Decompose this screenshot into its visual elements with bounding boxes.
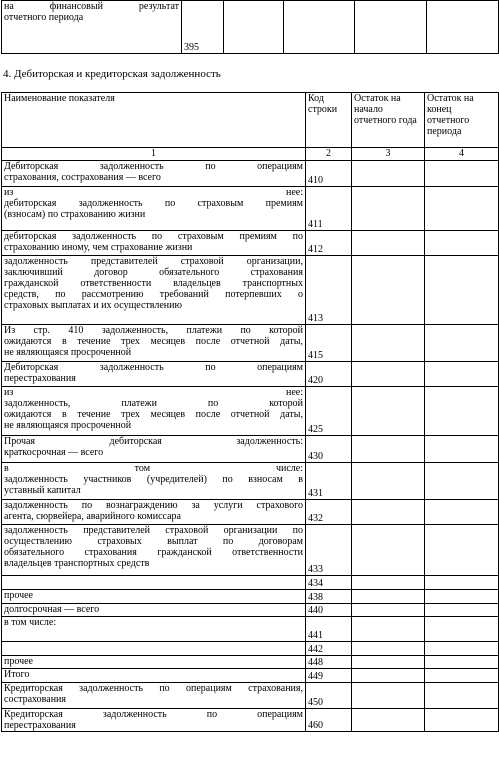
table-row xyxy=(2,642,499,656)
balance-end-cell xyxy=(425,642,499,656)
header-indicator-name: Наименование показателя xyxy=(2,93,306,148)
balance-end-cell xyxy=(425,709,499,732)
line-code-cell: 442 xyxy=(306,642,352,656)
indicator-name-line: краткосрочная — всего xyxy=(4,447,104,458)
indicator-name-line: Кредиторская задолженность по операциям xyxy=(4,709,303,720)
indicator-name-line: в том числе: xyxy=(4,463,303,474)
indicator-name-cell xyxy=(2,656,306,669)
line-code-cell: 410 xyxy=(306,161,352,187)
table-cell xyxy=(224,1,284,54)
balance-start-cell xyxy=(352,709,425,732)
line-code-cell: 441 xyxy=(306,617,352,642)
indicator-name-line: Дебиторская задолженность по операциям xyxy=(4,362,303,373)
indicator-name-cell xyxy=(2,187,306,231)
indicator-name-line: агента, сюрвейера, аварийного комиссара xyxy=(4,511,181,522)
line-code-cell: 432 xyxy=(306,500,352,525)
indicator-name-line: ожидаются в течение трех месяцев после отчетной даты, xyxy=(4,336,303,347)
balance-end-cell xyxy=(425,683,499,709)
balance-start-cell xyxy=(352,617,425,642)
indicator-name-line: средств, по рассмотрению требований потерпевших о xyxy=(4,289,303,300)
indicator-name-line: страхования, сострахования — всего xyxy=(4,172,161,183)
indicator-name-line: задолженность представителей страховой организации, xyxy=(4,256,303,267)
header-row xyxy=(2,93,499,148)
table-row xyxy=(2,656,499,669)
balance-start-cell xyxy=(352,463,425,500)
line-code-cell: 438 xyxy=(306,590,352,604)
balance-end-cell xyxy=(425,463,499,500)
table-row xyxy=(2,463,499,500)
table-row xyxy=(2,187,499,231)
balance-end-cell xyxy=(425,362,499,387)
indicator-name-cell xyxy=(2,642,306,656)
line-code-cell: 434 xyxy=(306,576,352,590)
table-row xyxy=(2,436,499,463)
line-code-cell: 449 xyxy=(306,669,352,683)
balance-start-cell xyxy=(352,187,425,231)
balance-end-cell xyxy=(425,256,499,325)
indicator-name-line: задолженность участников (учредителей) по взносам в xyxy=(4,474,303,485)
balance-end-cell xyxy=(425,669,499,683)
balance-start-cell xyxy=(352,604,425,617)
header-balance-start: Остаток на начало отчетного года xyxy=(352,93,425,148)
line-code-cell: 420 xyxy=(306,362,352,387)
line-code-cell: 448 xyxy=(306,656,352,669)
balance-start-cell xyxy=(352,590,425,604)
top-row-code: 395 xyxy=(182,1,224,54)
table-row xyxy=(2,709,499,732)
table-cell xyxy=(284,1,355,54)
line-code-cell: 415 xyxy=(306,325,352,362)
indicator-name-line: страховых выплатах и их осуществлению xyxy=(4,300,182,311)
balance-start-cell xyxy=(352,525,425,576)
balance-end-cell xyxy=(425,525,499,576)
indicator-name-line: перестрахования xyxy=(4,373,76,384)
balance-end-cell xyxy=(425,187,499,231)
indicator-name-line: осуществлению страховых выплат по договорам xyxy=(4,536,303,547)
top-row-label-line1: на финансовый результат xyxy=(4,1,179,12)
indicator-name-line: задолженность по вознаграждению за услуги страхового xyxy=(4,500,303,511)
balance-end-cell xyxy=(425,576,499,590)
balance-start-cell xyxy=(352,576,425,590)
indicator-name-line: Из стр. 410 задолженность, платежи по которой xyxy=(4,325,303,336)
indicator-name-line: Дебиторская задолженность по операциям xyxy=(4,161,303,172)
indicator-name-line: страхованию иному, чем страхование жизни xyxy=(4,242,193,253)
indicator-name-cell xyxy=(2,256,306,325)
table-row xyxy=(2,161,499,187)
table-row xyxy=(2,362,499,387)
indicator-name-cell xyxy=(2,500,306,525)
table-row xyxy=(2,576,499,590)
indicator-name-line: прочее xyxy=(4,590,33,601)
line-code-cell: 440 xyxy=(306,604,352,617)
balance-start-cell xyxy=(352,387,425,436)
line-code-cell: 425 xyxy=(306,387,352,436)
indicator-name-cell xyxy=(2,590,306,604)
line-code-cell: 433 xyxy=(306,525,352,576)
balance-start-cell xyxy=(352,256,425,325)
balance-start-cell xyxy=(352,325,425,362)
indicator-name-line: обязательного страхования гражданской ответственности xyxy=(4,547,303,558)
indicator-name-line: владельцев транспортных средств xyxy=(4,558,150,569)
table-cell xyxy=(427,1,499,54)
indicator-name-cell xyxy=(2,683,306,709)
indicator-name-line: задолженность, платежи по которой xyxy=(4,398,303,409)
indicator-name-line: из нее: xyxy=(4,387,303,398)
indicator-name-cell xyxy=(2,525,306,576)
indicator-name-cell xyxy=(2,709,306,732)
indicator-name-line: дебиторская задолженность по страховым премиям по xyxy=(4,231,303,242)
table-row xyxy=(2,1,499,54)
balance-start-cell xyxy=(352,436,425,463)
indicator-name-line: Кредиторская задолженность по операциям страхования, xyxy=(4,683,303,694)
indicator-name-cell xyxy=(2,325,306,362)
indicator-name-line: не являющаяся просроченной xyxy=(4,347,132,358)
line-code-cell: 450 xyxy=(306,683,352,709)
table-row xyxy=(2,617,499,642)
indicator-name-line: гражданской ответственности владельцев транспортных xyxy=(4,278,303,289)
table-cell xyxy=(355,1,427,54)
indicator-name-line: из нее: xyxy=(4,187,303,198)
table-row xyxy=(2,325,499,362)
balance-start-cell xyxy=(352,669,425,683)
balance-end-cell xyxy=(425,656,499,669)
indicator-name-line: дебиторская задолженность по страховым премиям xyxy=(4,198,303,209)
indicator-name-line: заключивший договор обязательного страхования xyxy=(4,267,303,278)
indicator-name-line: задолженность представителей страховой организации по xyxy=(4,525,303,536)
top-row-label-line2: отчетного периода xyxy=(4,12,84,23)
indicator-name-line: Прочая дебиторская задолженность: xyxy=(4,436,303,447)
table-row xyxy=(2,604,499,617)
indicator-name-cell xyxy=(2,362,306,387)
header-line-code: Код строки xyxy=(306,93,352,148)
line-code-cell: 413 xyxy=(306,256,352,325)
line-code-cell: 431 xyxy=(306,463,352,500)
indicator-name-line: ожидаются в течение трех месяцев после отчетной даты, xyxy=(4,409,303,420)
balance-end-cell xyxy=(425,500,499,525)
table-row xyxy=(2,231,499,256)
balance-end-cell xyxy=(425,604,499,617)
balance-start-cell xyxy=(352,642,425,656)
table-body xyxy=(2,161,499,732)
balance-start-cell xyxy=(352,161,425,187)
column-number-3: 3 xyxy=(352,148,425,161)
indicator-name-line: прочее xyxy=(4,656,33,667)
indicator-name-cell xyxy=(2,161,306,187)
indicator-name-cell xyxy=(2,669,306,683)
table-row xyxy=(2,525,499,576)
balance-start-cell xyxy=(352,500,425,525)
balance-start-cell xyxy=(352,683,425,709)
line-code-cell: 411 xyxy=(306,187,352,231)
indicator-name-line: уставный капитал xyxy=(4,485,81,496)
column-number-2: 2 xyxy=(306,148,352,161)
table-row xyxy=(2,683,499,709)
indicator-name-line: долгосрочная — всего xyxy=(4,604,100,615)
balance-start-cell xyxy=(352,231,425,256)
indicator-name-cell xyxy=(2,576,306,590)
table-row xyxy=(2,669,499,683)
balance-end-cell xyxy=(425,325,499,362)
balance-end-cell xyxy=(425,161,499,187)
indicator-name-line: не являющаяся просроченной xyxy=(4,420,132,431)
indicator-name-line: (взносам) по страхованию жизни xyxy=(4,209,146,220)
balance-end-cell xyxy=(425,387,499,436)
table-row xyxy=(2,590,499,604)
indicator-name-line: Итого xyxy=(4,669,30,680)
column-number-1: 1 xyxy=(2,148,306,161)
header-balance-end: Остаток на конец отчетного периода xyxy=(425,93,499,148)
line-code-cell: 430 xyxy=(306,436,352,463)
balance-end-cell xyxy=(425,590,499,604)
table-row xyxy=(2,500,499,525)
indicator-name-line: перестрахования xyxy=(4,720,76,731)
indicator-name-cell xyxy=(2,231,306,256)
top-table-fragment xyxy=(1,0,499,54)
balance-start-cell xyxy=(352,362,425,387)
balance-start-cell xyxy=(352,656,425,669)
balance-end-cell xyxy=(425,231,499,256)
receivables-payables-table xyxy=(1,92,499,732)
column-number-4: 4 xyxy=(425,148,499,161)
balance-end-cell xyxy=(425,617,499,642)
indicator-name-cell xyxy=(2,436,306,463)
indicator-name-cell xyxy=(2,387,306,436)
balance-end-cell xyxy=(425,436,499,463)
indicator-name-cell xyxy=(2,604,306,617)
indicator-name-line: в том числе: xyxy=(4,617,57,628)
section-title: 4. Дебиторская и кредиторская задолженность xyxy=(3,68,221,80)
top-row-label xyxy=(2,1,182,54)
indicator-name-cell xyxy=(2,617,306,642)
line-code-cell: 460 xyxy=(306,709,352,732)
indicator-name-line: сострахования xyxy=(4,694,67,705)
line-code-cell: 412 xyxy=(306,231,352,256)
indicator-name-cell xyxy=(2,463,306,500)
table-row xyxy=(2,256,499,325)
column-number-row xyxy=(2,148,499,161)
table-row xyxy=(2,387,499,436)
